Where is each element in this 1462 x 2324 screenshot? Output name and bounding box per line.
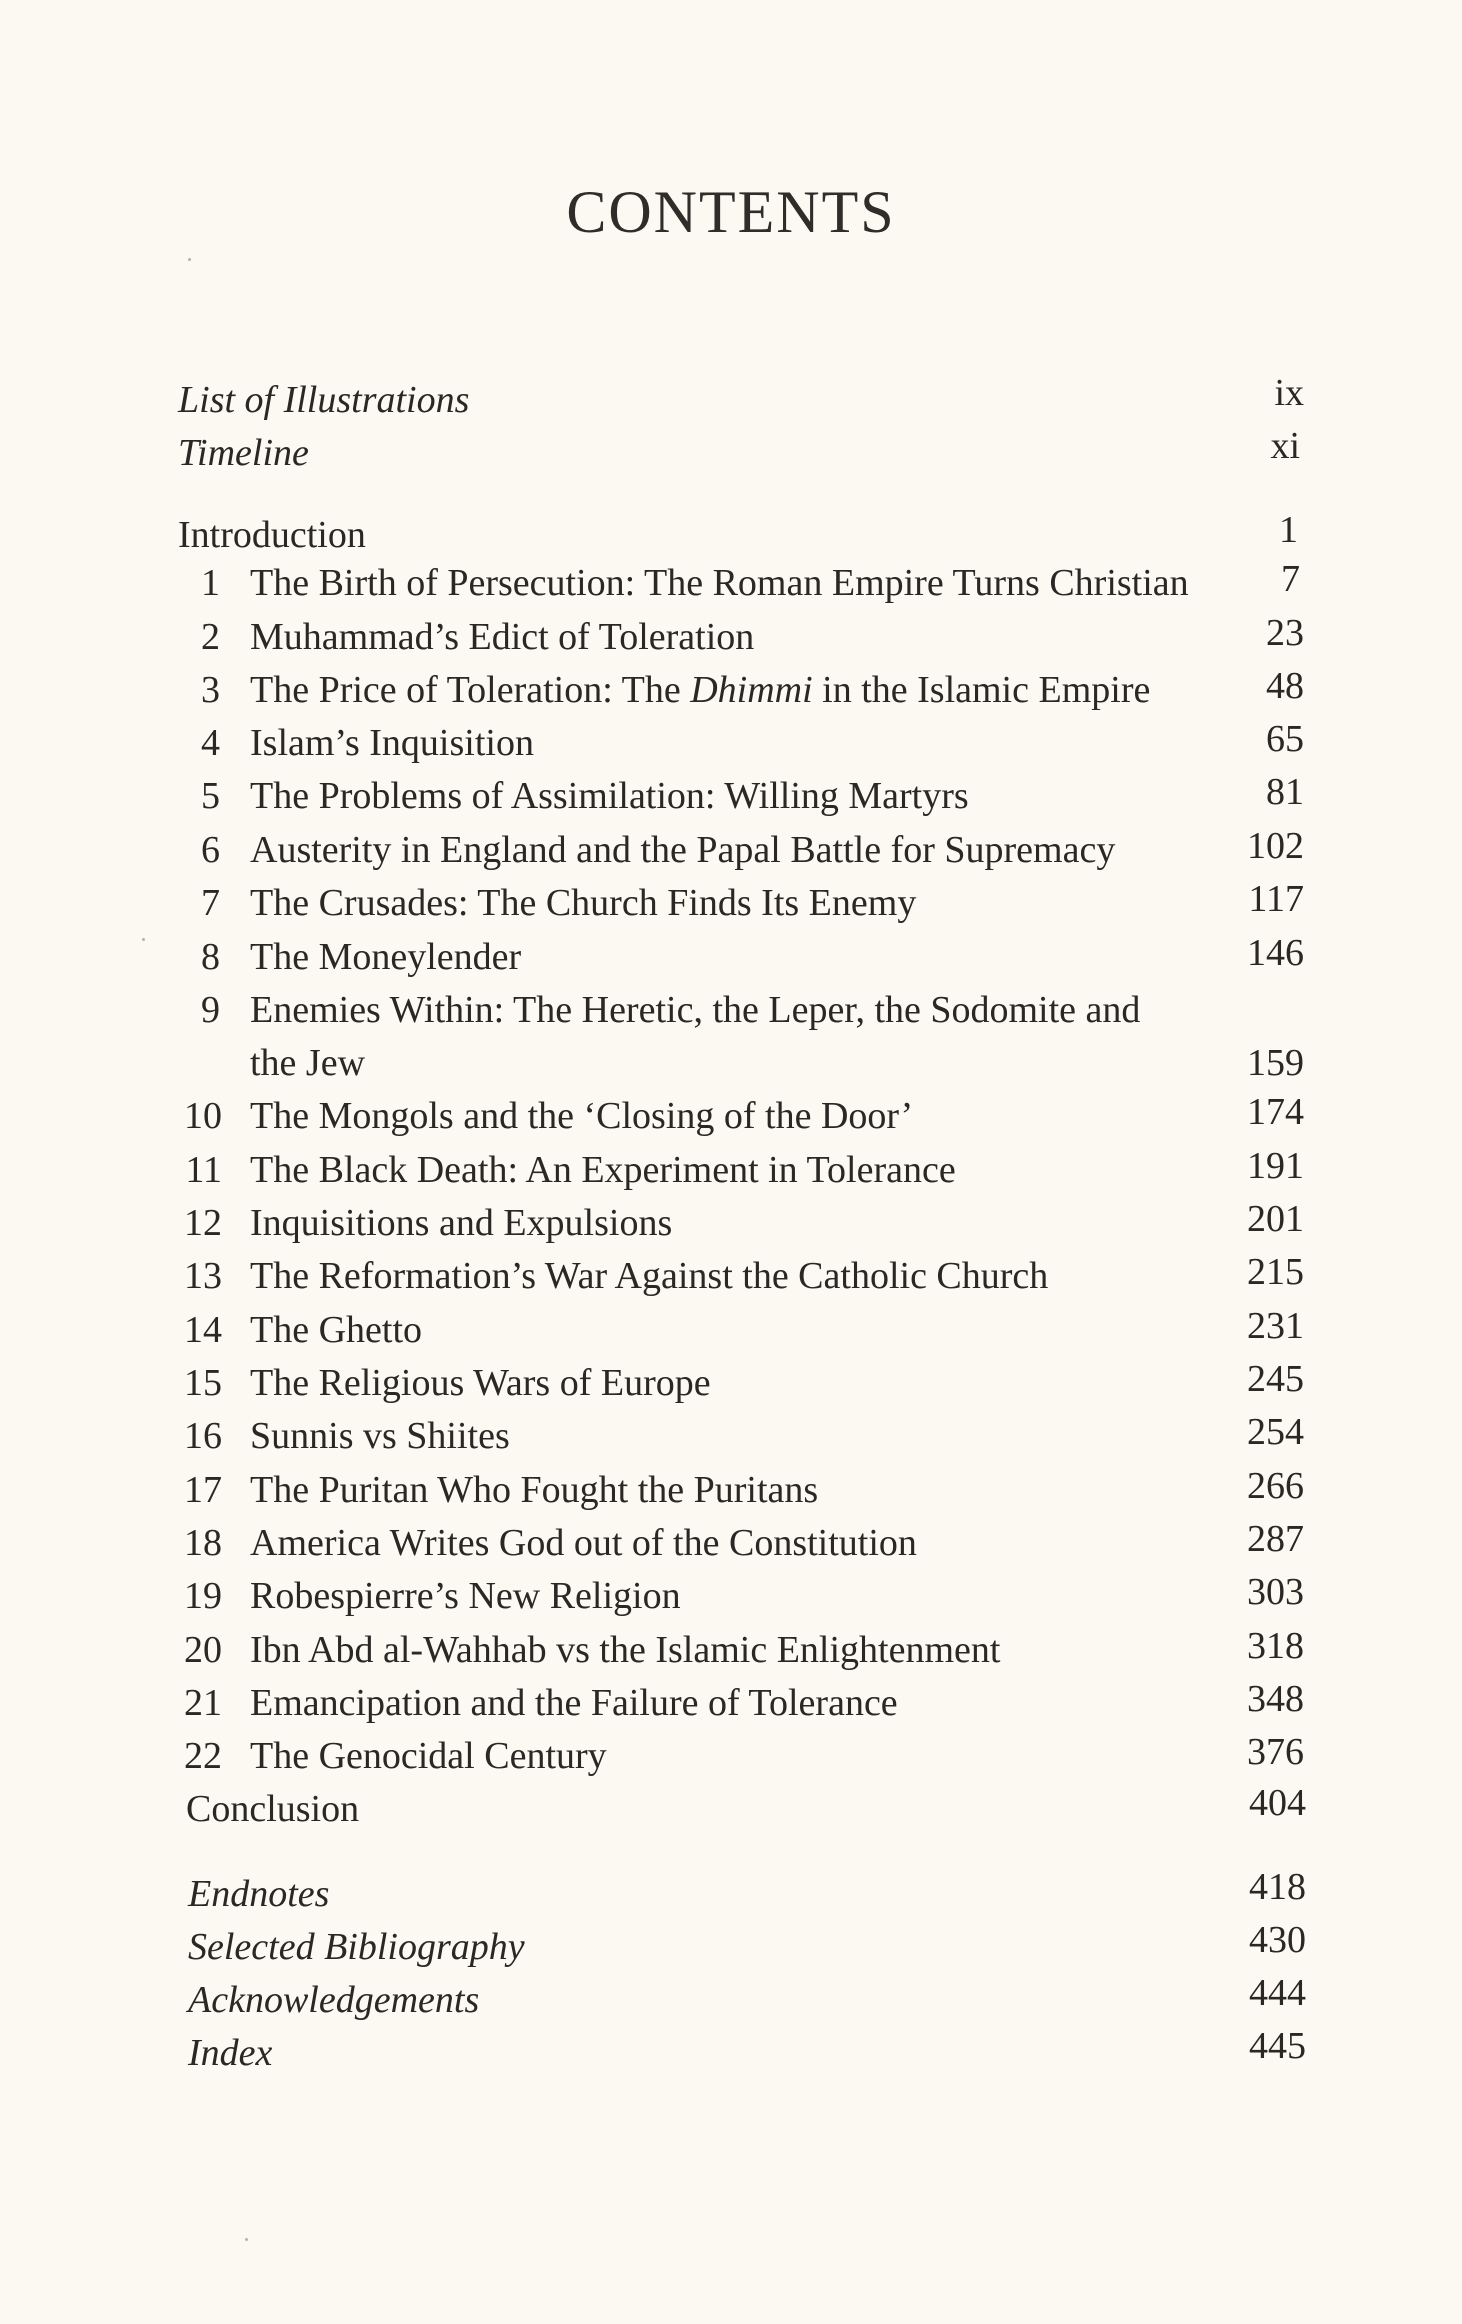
chapter-title-part: in the Islamic Empire [812, 669, 1151, 711]
chapter-page: 254 [1247, 1411, 1304, 1453]
chapter-number: 16 [184, 1415, 222, 1457]
chapter-title-line: the Jew [250, 1042, 366, 1084]
chapter-page: 48 [1266, 665, 1304, 707]
toc-entry-label: List of Illustrations [178, 379, 470, 421]
chapter-number: 8 [201, 936, 220, 978]
toc-entry-page: 1 [1279, 509, 1298, 551]
chapter-title: America Writes God out of the Constitution [250, 1522, 917, 1564]
chapter-number: 17 [184, 1469, 222, 1511]
page-title: CONTENTS [566, 179, 896, 245]
chapter-number: 20 [184, 1629, 222, 1671]
toc-entry-label: Index [188, 2032, 273, 2074]
chapter-title: The Black Death: An Experiment in Tolerance [250, 1149, 956, 1191]
chapter-number: 14 [184, 1309, 222, 1351]
chapter-page: 7 [1281, 558, 1300, 600]
chapter-title: The Ghetto [250, 1309, 423, 1351]
chapter-title: The Genocidal Century [250, 1735, 607, 1777]
chapter-title: Inquisitions and Expulsions [250, 1202, 673, 1244]
chapter-number: 7 [201, 882, 220, 924]
toc-entry-label: Selected Bibliography [188, 1926, 525, 1968]
chapter-page: 159 [1247, 1042, 1304, 1084]
toc-entry-page: xi [1270, 425, 1300, 467]
chapter-number: 9 [201, 989, 220, 1031]
chapter-page: 23 [1266, 612, 1304, 654]
chapter-number: 15 [184, 1362, 222, 1404]
chapter-number: 18 [184, 1522, 222, 1564]
chapter-page: 191 [1247, 1145, 1304, 1187]
chapter-number: 21 [184, 1682, 222, 1724]
chapter-number: 22 [184, 1735, 222, 1777]
toc-entry-page: 445 [1249, 2025, 1306, 2067]
chapter-number: 3 [201, 669, 220, 711]
chapter-number: 4 [201, 722, 220, 764]
chapter-title: The Moneylender [250, 936, 522, 978]
toc-entry-label: Acknowledgements [188, 1979, 480, 2021]
chapter-page: 348 [1247, 1678, 1304, 1720]
chapter-number: 1 [201, 562, 220, 604]
chapter-title-line: Enemies Within: The Heretic, the Leper, the Sodomite and [250, 989, 1141, 1031]
chapter-page: 174 [1247, 1091, 1304, 1133]
chapter-title: The Reformation’s War Against the Catholic Church [250, 1255, 1049, 1297]
toc-entry-label: Introduction [178, 514, 366, 556]
chapter-title: The Puritan Who Fought the Puritans [250, 1469, 819, 1511]
chapter-number: 5 [201, 775, 220, 817]
toc-entry-label: Timeline [178, 432, 309, 474]
chapter-page: 215 [1247, 1251, 1304, 1293]
chapter-page: 102 [1247, 825, 1304, 867]
toc-entry-page: 418 [1249, 1866, 1306, 1908]
chapter-number: 12 [184, 1202, 222, 1244]
toc-entry-page: 404 [1249, 1782, 1306, 1824]
toc-entry-label: Endnotes [188, 1873, 330, 1915]
chapter-title [250, 667, 1150, 713]
chapter-title: The Religious Wars of Europe [250, 1362, 711, 1404]
chapter-title: Islam’s Inquisition [250, 722, 534, 764]
chapter-title-emphasis: Dhimmi [690, 669, 813, 711]
chapter-title: The Problems of Assimilation: Willing Martyrs [250, 775, 969, 817]
chapter-number: 2 [201, 616, 220, 658]
chapter-page: 201 [1247, 1198, 1304, 1240]
chapter-page: 146 [1247, 932, 1304, 974]
chapter-number: 10 [184, 1095, 222, 1137]
chapter-page: 117 [1248, 878, 1304, 920]
chapter-number: 13 [184, 1255, 222, 1297]
toc-entry-page: 444 [1249, 1972, 1306, 2014]
chapter-title: Austerity in England and the Papal Battle for Supremacy [250, 829, 1116, 871]
chapter-title: The Birth of Persecution: The Roman Empire Turns Christian [250, 562, 1189, 604]
chapter-page: 245 [1247, 1358, 1304, 1400]
chapter-page: 376 [1247, 1731, 1304, 1773]
toc-entry-page: ix [1274, 372, 1304, 414]
chapter-title: Sunnis vs Shiites [250, 1415, 510, 1457]
chapter-title: The Crusades: The Church Finds Its Enemy [250, 882, 917, 924]
chapter-page: 231 [1247, 1305, 1304, 1347]
chapter-page: 81 [1266, 771, 1304, 813]
chapter-page: 303 [1247, 1571, 1304, 1613]
chapter-title: Ibn Abd al-Wahhab vs the Islamic Enlightenment [250, 1629, 1001, 1671]
chapter-title: Emancipation and the Failure of Tolerance [250, 1682, 898, 1724]
chapter-page: 287 [1247, 1518, 1304, 1560]
chapter-title: The Mongols and the ‘Closing of the Door’ [250, 1095, 914, 1137]
chapter-number: 19 [184, 1575, 222, 1617]
toc-entry-label: Conclusion [186, 1788, 360, 1830]
chapter-page: 266 [1247, 1465, 1304, 1507]
chapter-page: 318 [1247, 1625, 1304, 1667]
chapter-page: 65 [1266, 718, 1304, 760]
chapter-number: 11 [185, 1149, 222, 1191]
chapter-title: Robespierre’s New Religion [250, 1575, 681, 1617]
chapter-number: 6 [201, 829, 220, 871]
toc-entry-page: 430 [1249, 1919, 1306, 1961]
chapter-title-part: The Price of Toleration: The [250, 669, 691, 711]
chapter-title [250, 987, 1140, 1086]
chapter-title: Muhammad’s Edict of Toleration [250, 616, 755, 658]
